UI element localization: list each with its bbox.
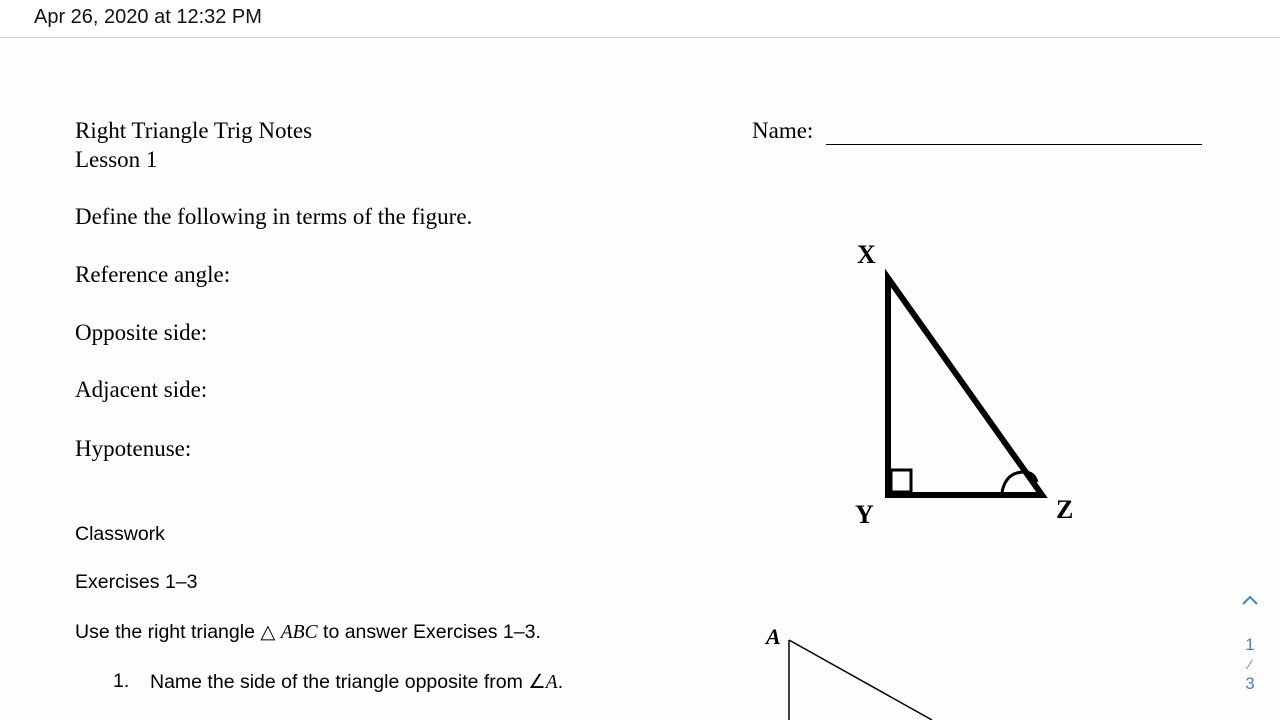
item-1-text: [150, 670, 563, 694]
triangle-abc-figure: [760, 620, 960, 720]
term-reference-angle: Reference angle:: [75, 262, 231, 287]
name-label: Name:: [752, 118, 814, 143]
term-adjacent-side: Adjacent side:: [75, 377, 208, 402]
term-opposite-side: Opposite side:: [75, 320, 208, 345]
exercises-heading: Exercises 1–3: [75, 571, 198, 593]
item-1-text-pre: Name the side of the triangle opposite from ∠: [150, 671, 546, 693]
triangle-xyz-figure: [840, 230, 1100, 540]
triangle-abc-hypotenuse: [789, 640, 932, 720]
right-angle-marker: [891, 470, 911, 492]
exercise-intro: [75, 620, 541, 644]
term-hypotenuse: Hypotenuse:: [75, 436, 192, 461]
triangle-xyz: [888, 278, 1042, 495]
label-x: X: [857, 240, 876, 269]
exercise-intro-math: ABC: [280, 622, 318, 643]
instruction-text: Define the following in terms of the figure.: [75, 204, 473, 229]
name-blank-line: [826, 144, 1202, 145]
label-z: Z: [1056, 495, 1074, 524]
exercise-intro-post: to answer Exercises 1–3.: [317, 621, 541, 643]
scroll-up-button[interactable]: [1240, 592, 1260, 612]
item-1-text-post: .: [557, 671, 564, 693]
page-separator: ⁄: [1248, 656, 1252, 672]
page-current: 1: [1245, 635, 1255, 654]
page-total: 3: [1245, 674, 1255, 693]
doc-title: Right Triangle Trig Notes: [75, 118, 313, 143]
page-indicator[interactable]: [1236, 634, 1264, 694]
item-1-text-math: A: [545, 672, 558, 693]
chevron-up-icon: [1241, 594, 1259, 606]
exercise-intro-pre: Use the right triangle △: [75, 621, 281, 643]
top-bar: [0, 0, 1280, 38]
label-a: A: [766, 624, 781, 649]
classwork-heading: Classwork: [75, 523, 165, 545]
doc-lesson: Lesson 1: [75, 147, 158, 172]
timestamp: Apr 26, 2020 at 12:32 PM: [34, 6, 262, 28]
item-1-number: 1.: [113, 670, 130, 692]
label-y: Y: [855, 500, 874, 529]
